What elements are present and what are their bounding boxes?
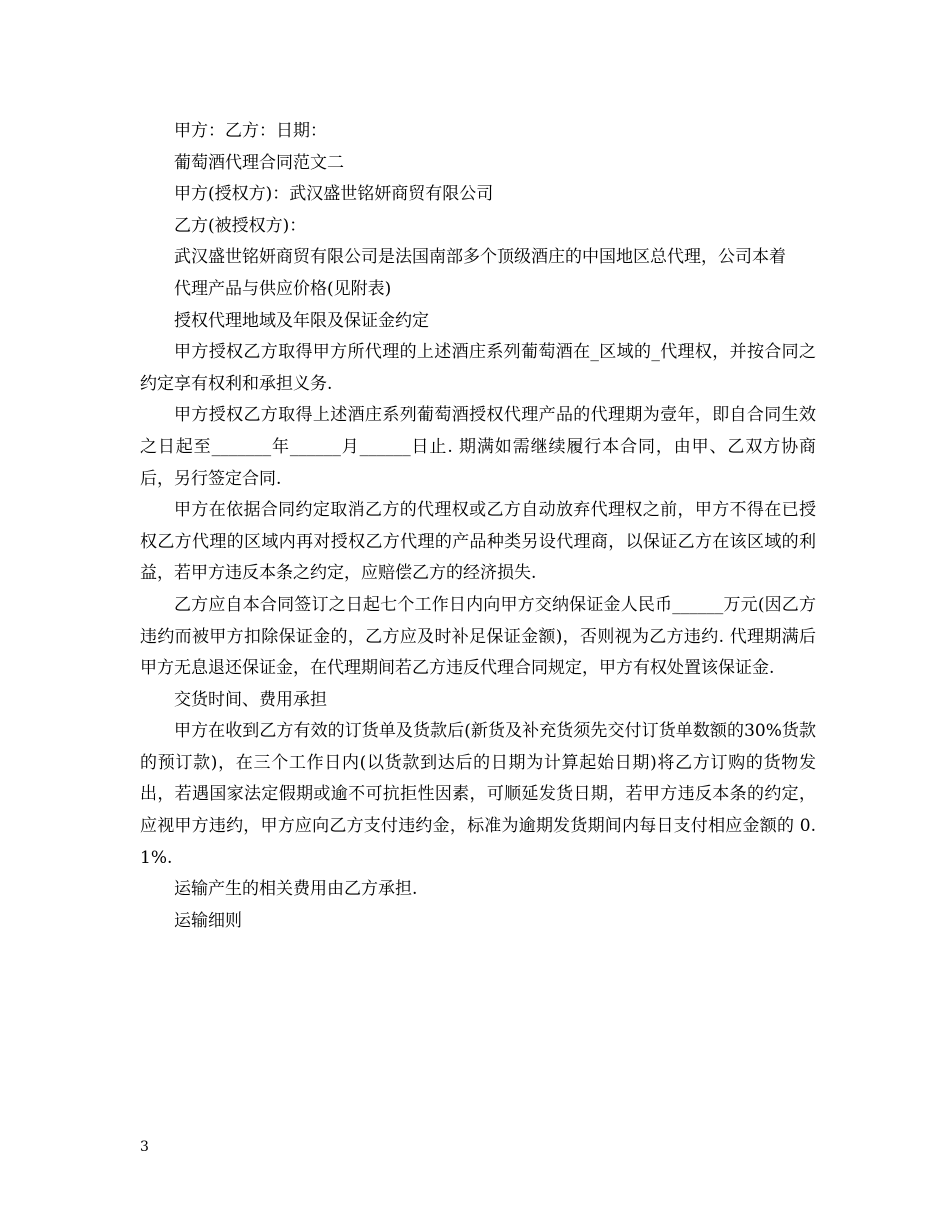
party-a-line: 甲方(授权方)：武汉盛世铭妍商贸有限公司: [174, 184, 494, 205]
document-body: [140, 116, 816, 937]
agency-term-paragraph: 甲方授权乙方取得上述酒庄系列葡萄酒授权代理产品的代理期为壹年，即自合同生效之日起至_______年______月______日止. 期满如需继续履行本合同，由甲、乙双方协商后，另行签定合同.: [140, 405, 816, 489]
document-title: 葡萄酒代理合同范文二: [174, 152, 344, 173]
section-heading-products: 代理产品与供应价格(见附表): [174, 278, 392, 299]
deposit-paragraph: 乙方应自本合同签订之日起七个工作日内向甲方交纳保证金人民币______万元(因乙方违约而被甲方扣除保证金的，乙方应及时补足保证金额)，否则视为乙方违约. 代理期满后甲方无息退还保证金，在代理期间若乙方违反代理合同规定，甲方有权处置该保证金.: [140, 594, 816, 679]
company-intro-paragraph: 武汉盛世铭妍商贸有限公司是法国南部多个顶级酒庄的中国地区总代理，公司本着: [174, 247, 786, 268]
section-heading-territory: 授权代理地域及年限及保证金约定: [174, 310, 429, 331]
delivery-paragraph: 甲方在收到乙方有效的订货单及货款后(新货及补充货须先交付订货单数额的30%货款的预订款)，在三个工作日内(以货款到达后的日期为计算起始日期)将乙方订购的货物发出，若遇国家法定假期或逾不可抗拒性因素，可顺延发货日期，若甲方违反本条的约定，应视甲方违约，甲方应向乙方支付违约金，标准为逾期发货期间内每日支付相应金额的 0. 1%.: [140, 721, 816, 868]
signature-line: 甲方：乙方：日期：: [174, 121, 327, 141]
exclusivity-paragraph: 甲方在依据合同约定取消乙方的代理权或乙方自动放弃代理权之前，甲方不得在已授权乙方代理的区域内再对授权乙方代理的产品种类另设代理商，以保证乙方在该区域的利益，若甲方违反本条之约定，应赔偿乙方的经济损失.: [140, 500, 816, 584]
authorization-paragraph: 甲方授权乙方取得甲方所代理的上述酒庄系列葡萄酒在_区域的_代理权，并按合同之约定享有权利和承担义务.: [140, 342, 816, 394]
page-number: 3: [140, 1139, 149, 1155]
party-b-line: 乙方(被授权方)：: [174, 215, 307, 236]
section-heading-delivery: 交货时间、费用承担: [174, 689, 327, 710]
section-heading-shipping: 运输细则: [174, 910, 242, 931]
shipping-cost-paragraph: 运输产生的相关费用由乙方承担.: [174, 879, 418, 900]
